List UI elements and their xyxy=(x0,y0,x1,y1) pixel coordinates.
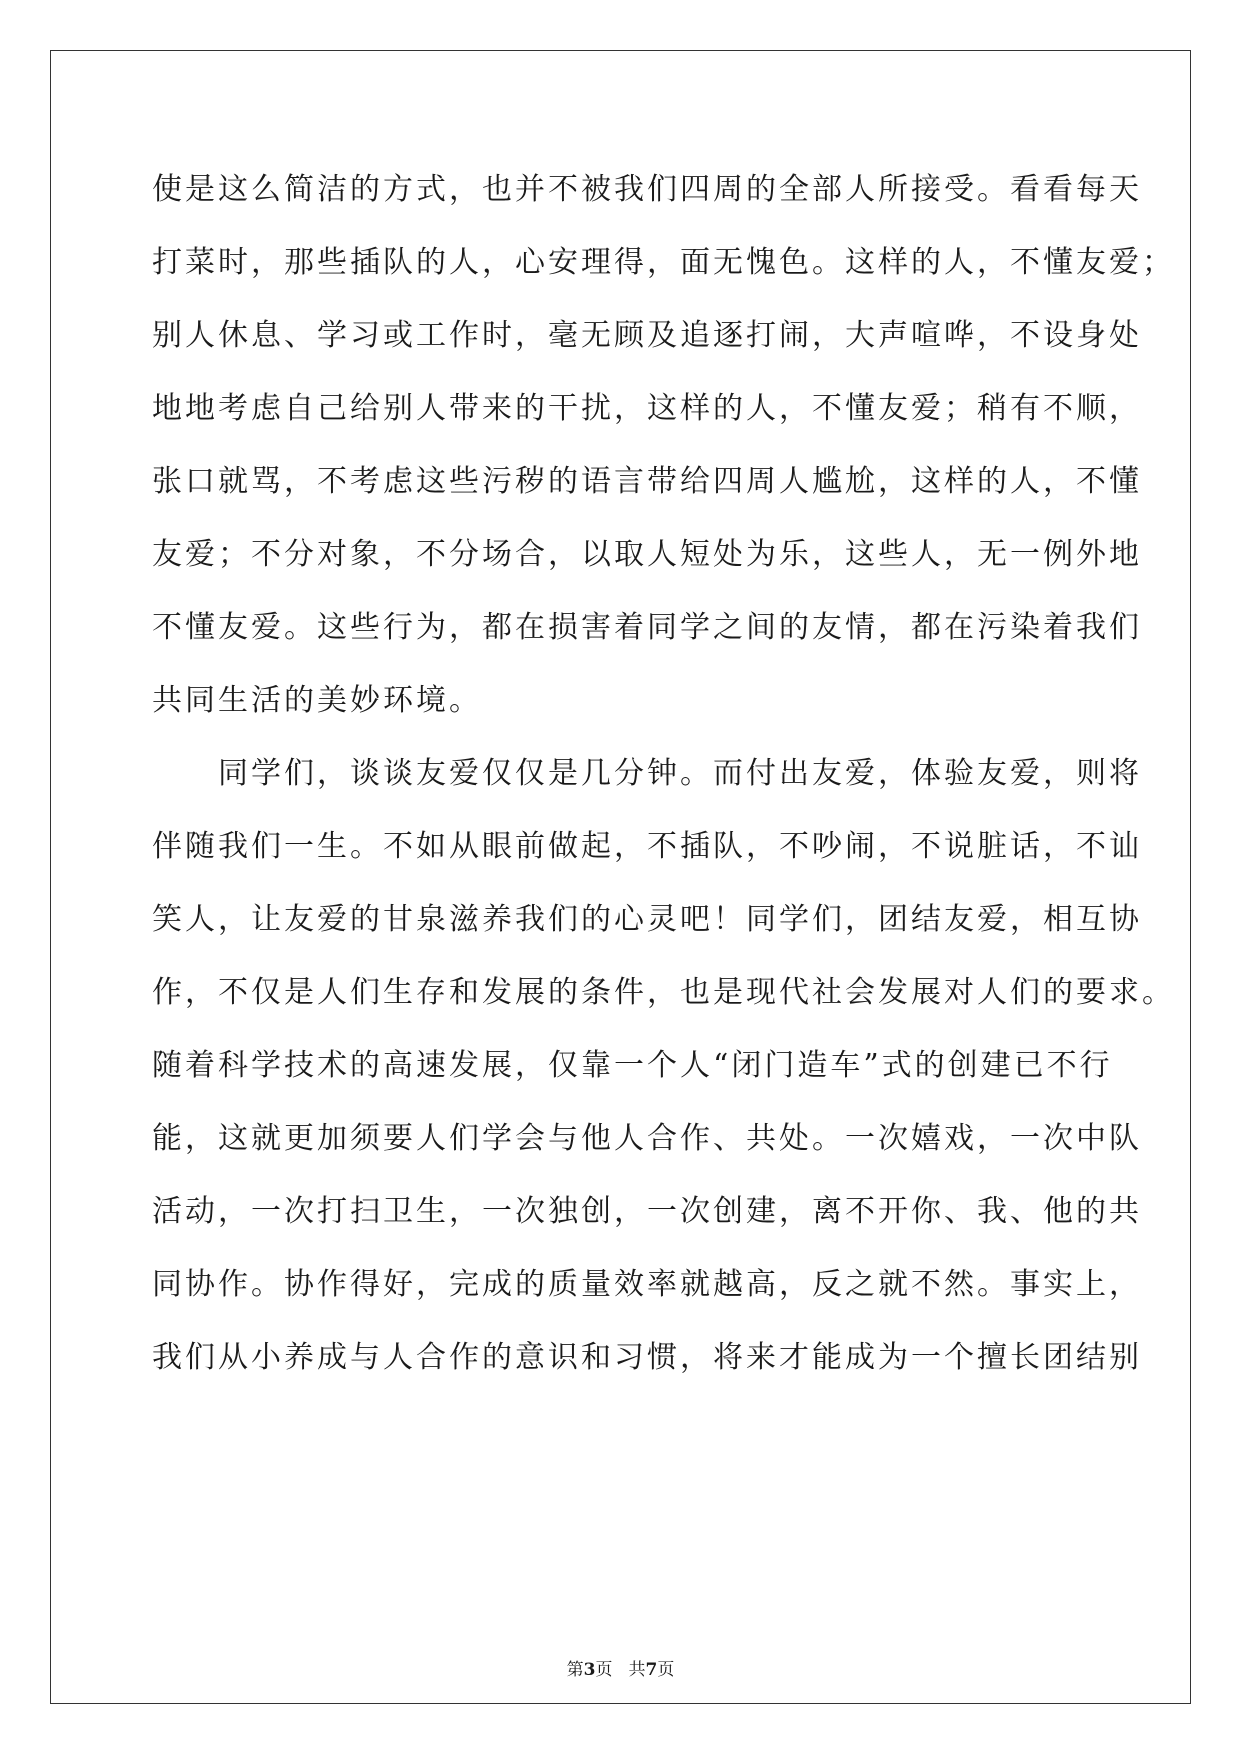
text-line: 笑人，让友爱的甘泉滋养我们的心灵吧！同学们，团结友爱，相互协 xyxy=(152,902,1142,937)
page-current: 3 xyxy=(583,1660,596,1680)
page-border xyxy=(50,50,1191,1704)
text-line: 使是这么简洁的方式，也并不被我们四周的全部人所接受。看看每天 xyxy=(152,172,1142,207)
text-line: 同学们，谈谈友爱仅仅是几分钟。而付出友爱，体验友爱，则将 xyxy=(152,756,1142,791)
text-line: 伴随我们一生。不如从眼前做起，不插队，不吵闹，不说脏话，不讪 xyxy=(152,829,1142,864)
page-prefix: 第 xyxy=(566,1660,584,1680)
text-line: 共同生活的美妙环境。 xyxy=(152,683,482,718)
text-line: 不懂友爱。这些行为，都在损害着同学之间的友情，都在污染着我们 xyxy=(152,610,1142,645)
page-footer xyxy=(0,1659,1241,1681)
page-suffix: 页 xyxy=(595,1660,613,1680)
text-line: 作，不仅是人们生存和发展的条件，也是现代社会发展对人们的要求。 xyxy=(152,975,1175,1010)
text-line: 地地考虑自己给别人带来的干扰，这样的人，不懂友爱；稍有不顺， xyxy=(152,391,1142,426)
total-prefix: 共 xyxy=(628,1660,646,1680)
text-line: 别人休息、学习或工作时，毫无顾及追逐打闹，大声喧哗，不设身处 xyxy=(152,318,1142,353)
text-line: 张口就骂，不考虑这些污秽的语言带给四周人尴尬，这样的人，不懂 xyxy=(152,464,1142,499)
text-line: 友爱；不分对象，不分场合，以取人短处为乐，这些人，无一例外地 xyxy=(152,537,1142,572)
text-line: 随着科学技术的高速发展，仅靠一个人“闭门造车”式的创建已不行 xyxy=(152,1048,1113,1083)
text-line: 我们从小养成与人合作的意识和习惯，将来才能成为一个擅长团结别 xyxy=(152,1340,1142,1375)
text-line: 能，这就更加须要人们学会与他人合作、共处。一次嬉戏，一次中队 xyxy=(152,1121,1142,1156)
text-line: 同协作。协作得好，完成的质量效率就越高，反之就不然。事实上， xyxy=(152,1267,1142,1302)
text-line: 活动，一次打扫卫生，一次独创，一次创建，离不开你、我、他的共 xyxy=(152,1194,1142,1229)
text-line: 打菜时，那些插队的人，心安理得，面无愧色。这样的人，不懂友爱； xyxy=(152,245,1175,280)
total-suffix: 页 xyxy=(657,1660,675,1680)
page-total: 7 xyxy=(645,1660,658,1680)
